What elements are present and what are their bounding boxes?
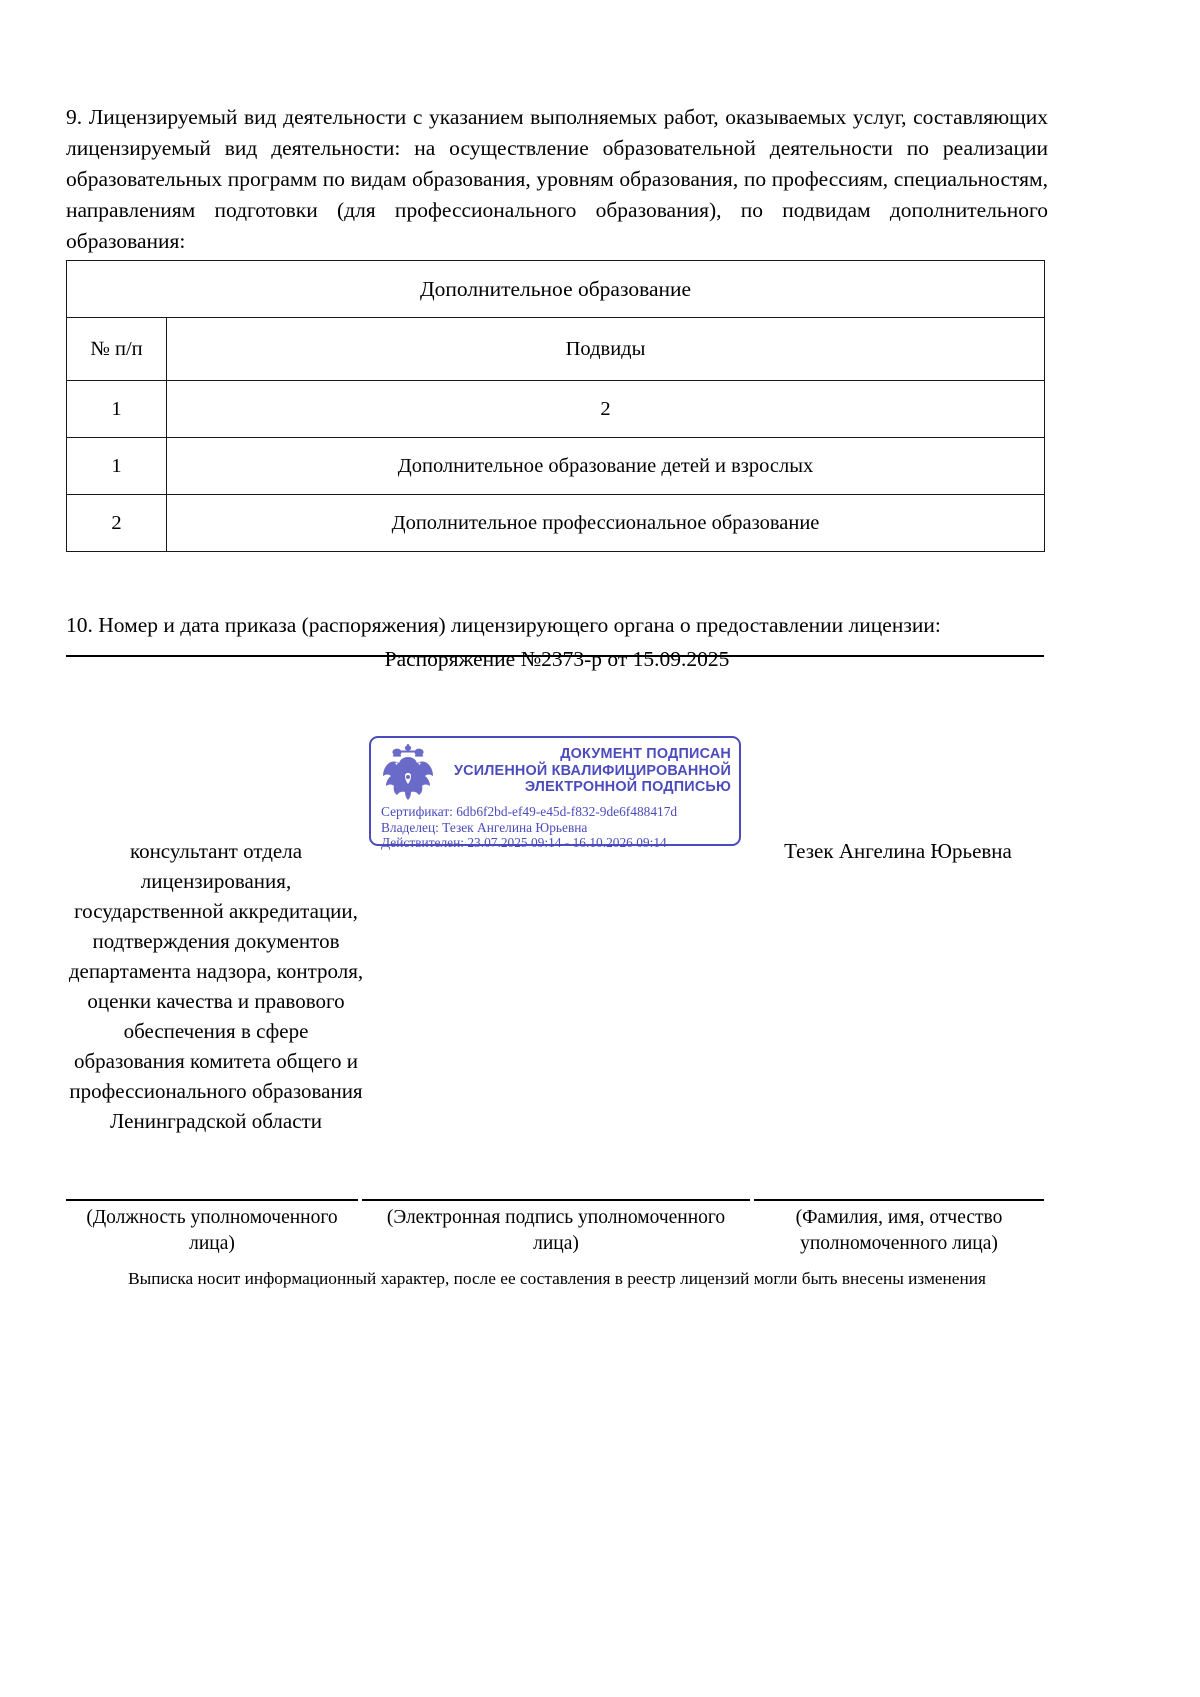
table-header-no: № п/п	[67, 318, 167, 381]
stamp-headings	[441, 742, 733, 796]
table-row	[67, 495, 1045, 552]
table-column-number-row	[67, 381, 1045, 438]
horizontal-rule	[66, 655, 1044, 657]
subtypes-table	[66, 260, 1045, 552]
caption-rule-fullname	[754, 1199, 1044, 1201]
caption-rule-signature	[362, 1199, 750, 1201]
stamp-validity: Действителен: 23.07.2025 09:14 - 16.10.2026 09:14	[381, 835, 667, 850]
russian-coat-of-arms-icon	[379, 743, 437, 803]
row-number: 2	[67, 495, 167, 552]
stamp-heading-line-3: ЭЛЕКТРОННОЙ ПОДПИСЬЮ	[524, 779, 731, 795]
stamp-heading-line-1: ДОКУМЕНТ ПОДПИСАН	[560, 746, 731, 762]
stamp-details	[379, 804, 733, 851]
stamp-top-block	[379, 742, 733, 803]
electronic-signature-stamp	[369, 736, 741, 850]
section-9-paragraph: 9. Лицензируемый вид деятельности с указанием выполняемых работ, оказываемых услуг, составляющих лицензируемый вид деятельности: на осуществление образовательной деятельности по реализации образовательных программ по видам образования, уровням образования, по профессиям, специальностям, направлениям подготовки (для профессионального образования), по подвидам дополнительного образования:	[66, 104, 1048, 253]
column-number-2: 2	[167, 381, 1045, 438]
signer-full-name: Тезек Ангелина Юрьевна	[784, 839, 1012, 863]
caption-signature: (Электронная подпись уполномоченного лица)	[386, 1207, 726, 1254]
caption-position: (Должность уполномоченного лица)	[86, 1207, 338, 1254]
table-title-row	[67, 261, 1045, 318]
stamp-heading-line-2: УСИЛЕННОЙ КВАЛИФИЦИРОВАННОЙ	[453, 762, 731, 779]
section-10-paragraph: 10. Номер и дата приказа (распоряжения) лицензирующего органа о предоставлении лицензии:	[66, 612, 941, 637]
footer-disclaimer: Выписка носит информационный характер, после ее составления в реестр лицензий могли быть внесены изменения	[128, 1269, 986, 1288]
signer-job-title: консультант отдела лицензирования, государственной аккредитации, подтверждения документов департамента надзора, контроля, оценки качества и правового обеспечения в сфере образования комитета общего и профессионального образования Ленинградской области	[68, 839, 364, 1133]
caption-rule-position	[66, 1199, 358, 1201]
row-number: 1	[67, 438, 167, 495]
table-header-subtypes: Подвиды	[167, 318, 1045, 381]
stamp-certificate: Сертификат: 6db6f2bd-ef49-e45d-f832-9de6f488417d	[381, 804, 678, 819]
row-subtype: Дополнительное профессиональное образование	[167, 495, 1045, 552]
row-subtype: Дополнительное образование детей и взрослых	[167, 438, 1045, 495]
table-row	[67, 438, 1045, 495]
stamp-owner: Владелец: Тезек Ангелина Юрьевна	[381, 819, 588, 835]
caption-fullname: (Фамилия, имя, отчество уполномоченного лица)	[795, 1207, 1003, 1254]
table-title-cell: Дополнительное образование	[67, 261, 1045, 318]
table-header-row	[67, 318, 1045, 381]
order-number-and-date: Распоряжение №2373-р от 15.09.2025	[384, 646, 730, 671]
column-number-1: 1	[67, 381, 167, 438]
